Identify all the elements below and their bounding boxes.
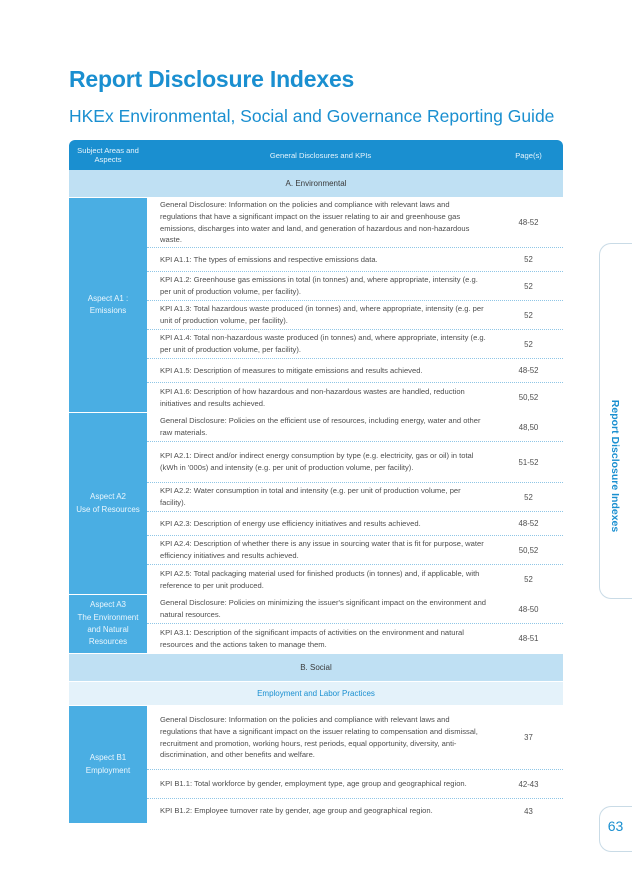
table-row xyxy=(147,330,563,359)
table-header xyxy=(69,140,563,170)
disclosure-text: General Disclosure: Policies on the efficient use of resources, including energy, water and other raw materials. xyxy=(160,416,481,437)
disclosure-text: KPI A2.5: Total packaging material used for finished products (in tonnes) and, if applicable, with reference to per unit produced. xyxy=(160,568,480,590)
table-row xyxy=(147,565,563,594)
header-general-disclosures: General Disclosures and KPIs xyxy=(269,150,372,160)
aspect-group-b1 xyxy=(69,706,563,824)
aspect-cell xyxy=(69,595,147,653)
side-tab-label: Report Disclosure Indexes xyxy=(609,399,621,533)
table-row xyxy=(147,301,563,330)
table-row xyxy=(147,799,563,823)
aspect-code: Aspect A1 : xyxy=(87,293,129,303)
table-row xyxy=(147,383,563,412)
disclosure-text: KPI A1.4: Total non-hazardous waste produced (in tonnes) and, where appropriate, intensity (e.g. per unit of production volume, per facility). xyxy=(160,333,486,354)
disclosure-index-table xyxy=(69,140,563,824)
header-subject-areas: Subject Areas and Aspects xyxy=(77,145,139,164)
disclosure-text: General Disclosure: Information on the policies and compliance with relevant laws and regulations that have a significant impact on the issuer relating to compensation and dismissal, recruitment and promotion, working hours, rest periods, equal opportunity, diversity, anti-discrimination, and other benefits and welfare. xyxy=(160,715,478,760)
page-ref: 48-51 xyxy=(518,634,539,643)
table-row xyxy=(147,442,563,483)
disclosure-text: KPI A1.1: The types of emissions and respective emissions data. xyxy=(160,254,378,264)
table-row xyxy=(147,413,563,442)
table-row xyxy=(147,198,563,248)
disclosure-text: KPI A3.1: Description of the significant impacts of activities on the environment and natural resources and the actions taken to manage them. xyxy=(160,627,464,649)
disclosure-text: KPI A2.4: Description of whether there is any issue in sourcing water that is fit for purpose, water efficiency initiatives and results achieved. xyxy=(160,539,484,560)
disclosure-text: KPI A1.2: Greenhouse gas emissions in total (in tonnes) and, where appropriate, intensity (e.g. per unit of production volume, per facility). xyxy=(160,275,478,296)
aspect-group-a3 xyxy=(69,595,563,654)
page-ref: 52 xyxy=(524,281,533,291)
page-subtitle: HKEx Environmental, Social and Governance Reporting Guide xyxy=(69,106,555,126)
aspect-title: Emissions xyxy=(89,306,127,315)
aspect-cell xyxy=(69,198,147,412)
page-ref: 52 xyxy=(524,255,533,264)
aspect-title: Employment xyxy=(85,765,131,775)
page-ref: 48-50 xyxy=(518,604,539,614)
page-ref: 52 xyxy=(524,339,533,349)
disclosure-text: KPI A2.3: Description of energy use efficiency initiatives and results achieved. xyxy=(160,518,421,528)
aspect-code: Aspect B1 xyxy=(89,753,127,763)
page-ref: 52 xyxy=(524,575,533,584)
table-row xyxy=(147,595,563,624)
disclosure-text: General Disclosure: Policies on minimizing the issuer's significant impact on the environment and natural resources. xyxy=(160,598,487,619)
table-row xyxy=(147,483,563,512)
table-row xyxy=(147,512,563,536)
page-number: 63 xyxy=(607,818,624,834)
page-ref: 48-52 xyxy=(518,366,539,375)
disclosure-text: KPI B1.1: Total workforce by gender, employment type, age group and geographical region. xyxy=(160,779,467,789)
table-row xyxy=(147,624,563,653)
page-ref: 50,52 xyxy=(518,545,539,555)
table-row xyxy=(147,536,563,565)
page-ref: 48-52 xyxy=(518,519,539,528)
aspect-code: Aspect A3 xyxy=(89,600,127,610)
disclosure-text: KPI A1.6: Description of how hazardous and non-hazardous wastes are handled, reduction initiatives and results achieved. xyxy=(160,386,465,408)
aspect-title: Use of Resources xyxy=(76,504,140,514)
page-ref: 52 xyxy=(524,310,533,320)
disclosure-text: KPI A2.2: Water consumption in total and intensity (e.g. per unit of production volume, per facility). xyxy=(160,486,461,507)
page-ref: 43 xyxy=(524,806,533,816)
page-ref: 37 xyxy=(524,733,533,742)
aspect-title: The Environment and Natural Resources xyxy=(77,612,139,647)
page-title: Report Disclosure Indexes xyxy=(69,66,355,92)
page-ref: 52 xyxy=(524,492,533,502)
aspect-group-a2 xyxy=(69,413,563,595)
table-row xyxy=(147,272,563,301)
table-row xyxy=(147,248,563,272)
aspect-cell xyxy=(69,413,147,594)
table-row xyxy=(147,770,563,799)
disclosure-text: General Disclosure: Information on the policies and compliance with relevant laws and regulations that have a significant impact on the issuer relating to air and greenhouse gas emissions, discharges into water and land, and generation of hazardous and non-hazardous waste. xyxy=(160,200,470,245)
page-ref: 51-52 xyxy=(518,457,539,467)
table-row xyxy=(147,359,563,383)
aspect-group-a1 xyxy=(69,198,563,413)
disclosure-text: KPI B1.2: Employee turnover rate by gender, age group and geographical region. xyxy=(160,806,433,816)
section-environmental: A. Environmental xyxy=(69,170,563,198)
section-employment-labor: Employment and Labor Practices xyxy=(69,682,563,706)
page-ref: 48-52 xyxy=(518,218,539,227)
aspect-cell xyxy=(69,706,147,823)
header-pages: Page(s) xyxy=(515,150,542,160)
section-social: B. Social xyxy=(69,654,563,682)
page-ref: 42-43 xyxy=(518,779,539,789)
disclosure-text: KPI A1.5: Description of measures to mitigate emissions and results achieved. xyxy=(160,365,423,375)
aspect-code: Aspect A2 xyxy=(89,492,127,502)
page-ref: 48,50 xyxy=(518,422,539,432)
table-row xyxy=(147,706,563,770)
page-ref: 50,52 xyxy=(518,393,539,402)
disclosure-text: KPI A1.3: Total hazardous waste produced (in tonnes) and, where appropriate, intensity (e.g. per unit of production volume, per facility). xyxy=(160,304,484,325)
disclosure-text: KPI A2.1: Direct and/or indirect energy consumption by type (e.g. electricity, gas or oil) in total (kWh in '000s) and intensity (e.g. per unit of production volume, per facility). xyxy=(160,451,474,472)
